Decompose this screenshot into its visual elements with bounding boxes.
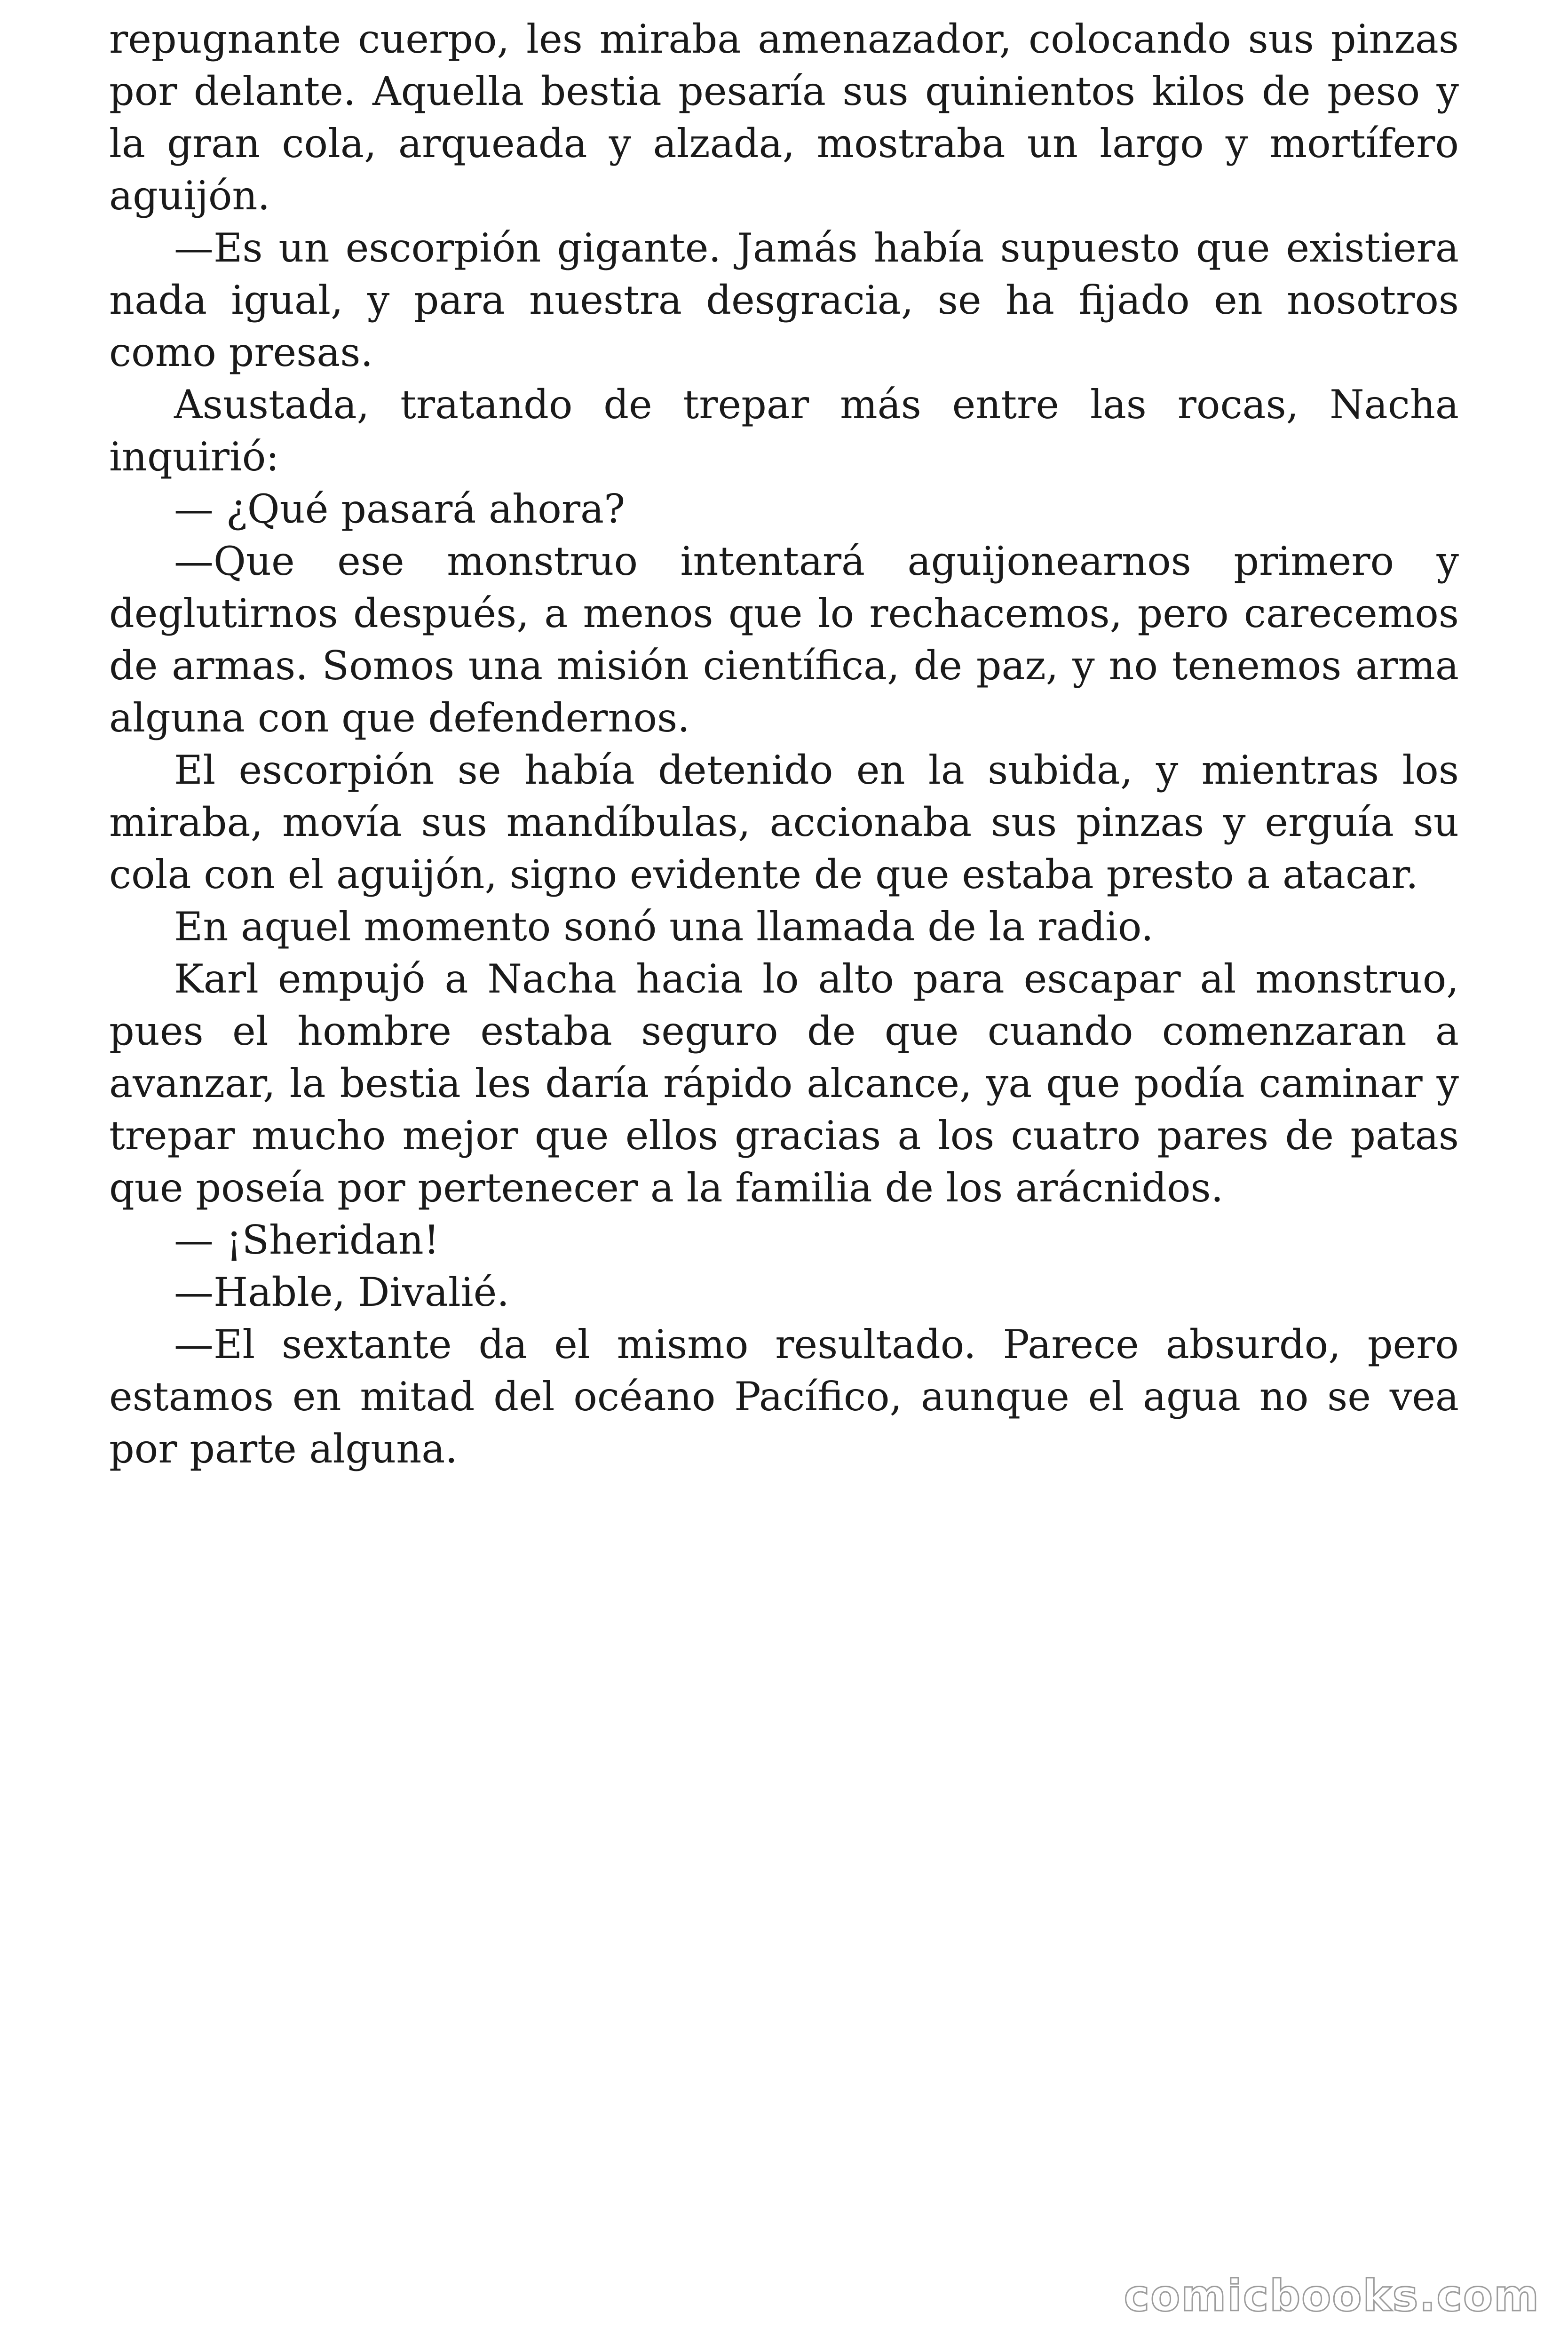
paragraph-6: El escorpión se había detenido en la subida, y mientras los miraba, movía sus mandíbulas, accionaba sus pinzas y erguía su cola con el aguijón, signo evidente de que estaba presto a atacar. (109, 747, 1459, 898)
paragraph-11: —El sextante da el mismo resultado. Parece absurdo, pero estamos en mitad del océano Pacífico, aunque el agua no se vea por parte alguna. (109, 1321, 1459, 1472)
paragraph-10: —Hable, Divalié. (174, 1269, 509, 1315)
paragraph-1: repugnante cuerpo, les miraba amenazador, colocando sus pinzas por delante. Aquella bestia pesaría sus quinientos kilos de peso y la gran cola, arqueada y alzada, mostraba un largo y mortífero aguijón. (109, 16, 1459, 219)
watermark-logo: comicbooks.com (1124, 2271, 1540, 2321)
paragraph-7: En aquel momento sonó una llamada de la radio. (174, 904, 1154, 950)
paragraph-4: — ¿Qué pasará ahora? (174, 486, 626, 532)
paragraph-3: Asustada, tratando de trepar más entre las rocas, Nacha inquirió: (109, 381, 1459, 480)
page-body (109, 13, 1459, 1475)
paragraph-2: —Es un escorpión gigante. Jamás había supuesto que existiera nada igual, y para nuestra desgracia, se ha fijado en nosotros como presas. (109, 225, 1459, 375)
paragraph-8: Karl empujó a Nacha hacia lo alto para escapar al monstruo, pues el hombre estaba seguro de que cuando comenzaran a avanzar, la bestia les daría rápido alcance, ya que podía caminar y trepar mucho mejor que ellos gracias a los cuatro pares de patas que poseía por pertenecer a la familia de los arácnidos. (109, 956, 1459, 1211)
paragraph-5: —Que ese monstruo intentará aguijonearnos primero y deglutirnos después, a menos que lo rechacemos, pero carecemos de armas. Somos una misión científica, de paz, y no tenemos arma alguna con que defendernos. (109, 538, 1459, 741)
paragraph-9: — ¡Sheridan! (174, 1217, 440, 1263)
